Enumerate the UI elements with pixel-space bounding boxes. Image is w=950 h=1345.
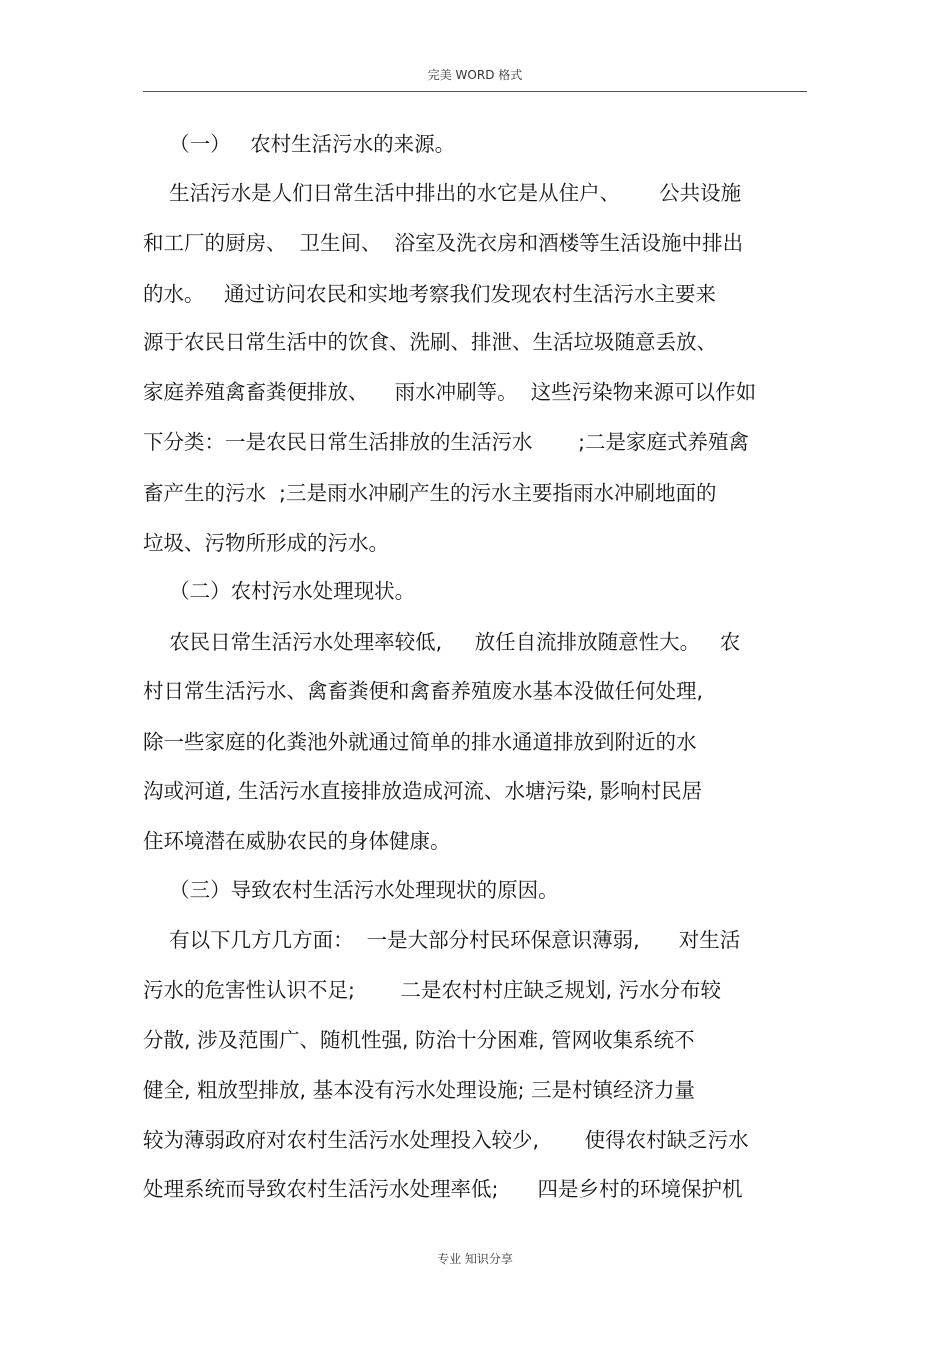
paragraph-line: 污水的危害性认识不足; 二是农村村庄缺乏规划, 污水分布较 [143, 978, 722, 1002]
paragraph-line: 沟或河道, 生活污水直接排放造成河流、水塘污染, 影响村民居 [143, 779, 703, 803]
section-heading-3: （三）导致农村生活污水处理现状的原因。 [143, 878, 559, 902]
section-heading-2: （二）农村污水处理现状。 [143, 579, 416, 603]
paragraph-line: 畜产生的污水 ;三是雨水冲刷产生的污水主要指雨水冲刷地面的 [143, 481, 717, 505]
paragraph-line: 健全, 粗放型排放, 基本没有污水处理设施; 三是村镇经济力量 [143, 1078, 695, 1102]
paragraph-line: 分散, 涉及范围广、随机性强, 防治十分困难, 管网收集系统不 [143, 1028, 695, 1052]
page-header: 完美 WORD 格式 [427, 68, 523, 82]
paragraph-line: 源于农民日常生活中的饮食、洗刷、排泄、生活垃圾随意丢放、 [143, 330, 717, 354]
paragraph-line: 垃圾、污物所形成的污水。 [143, 531, 389, 555]
section-heading-1: （一） 农村生活污水的来源。 [143, 132, 456, 156]
paragraph-line: 家庭养殖禽畜粪便排放、 雨水冲刷等。 这些污染物来源可以作如 [143, 380, 757, 404]
paragraph-line: 住环境潜在威胁农民的身体健康。 [143, 829, 451, 853]
paragraph-line: 村日常生活污水、禽畜粪便和禽畜养殖废水基本没做任何处理, [143, 679, 704, 703]
paragraph-line: 下分类：一是农民日常生活排放的生活污水 ;二是家庭式养殖禽 [143, 430, 750, 454]
paragraph-line: 有以下几方几方面： 一是大部分村民环保意识薄弱, 对生活 [143, 928, 741, 952]
paragraph-line: 处理系统而导致农村生活污水处理率低; 四是乡村的环境保护机 [143, 1177, 743, 1201]
paragraph-line: 除一些家庭的化粪池外就通过简单的排水通道排放到附近的水 [143, 730, 697, 754]
paragraph-line: 农民日常生活污水处理率较低, 放任自流排放随意性大。 农 [143, 630, 741, 654]
header-divider [143, 91, 807, 92]
paragraph-line: 较为薄弱政府对农村生活污水处理投入较少, 使得农村缺乏污水 [143, 1128, 749, 1152]
page-footer: 专业 知识分享 [437, 1252, 513, 1266]
paragraph-line: 和工厂的厨房、 卫生间、 浴室及洗衣房和酒楼等生活设施中排出 [143, 231, 744, 255]
paragraph-line: 生活污水是人们日常生活中排出的水它是从住户、 公共设施 [143, 181, 742, 205]
paragraph-line: 的水。 通过访问农民和实地考察我们发现农村生活污水主要来 [143, 282, 717, 306]
